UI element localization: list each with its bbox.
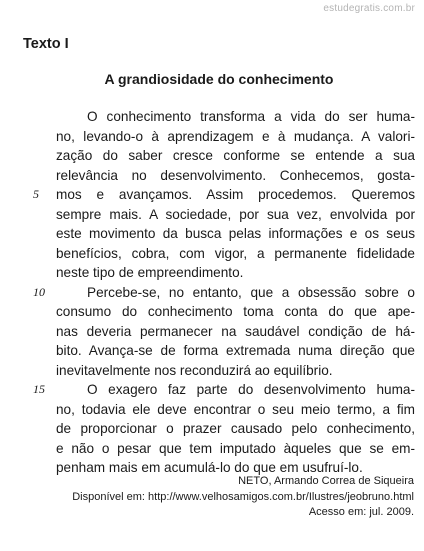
text-label: Texto I [23, 36, 69, 52]
text-line [0, 146, 424, 166]
text-body [0, 107, 424, 478]
text-line [0, 341, 424, 361]
text-line [0, 380, 424, 400]
line-text: no, levando-o à aprendizagem e à mudança. A valori- [56, 128, 415, 144]
source-url[interactable]: Disponível em: http://www.velhosamigos.com.br/Ilustres/jeobruno.html [72, 490, 414, 503]
text-line [0, 283, 424, 303]
line-text: relevância no desenvolvimento. Conhecemos, gosta- [56, 167, 415, 183]
text-line [0, 322, 424, 342]
source-reference [72, 474, 414, 521]
line-text: no, todavia ele deve encontrar o seu meio termo, a fim [56, 401, 415, 417]
line-text: penham mais em acumulá-lo do que em usufruí-lo. [56, 460, 363, 475]
line-text: neste tipo de empreendimento. [56, 265, 244, 280]
text-line [0, 361, 424, 381]
text-line [0, 185, 424, 205]
text-line [0, 166, 424, 186]
line-text: e não o pesar que tem imputado àqueles que se em- [56, 440, 415, 456]
text-line [0, 419, 424, 439]
text-line [0, 224, 424, 244]
line-text: mos e avançamos. Assim procedemos. Queremos [56, 187, 415, 202]
text-line [0, 263, 424, 283]
line-text: de proporcionar o prazer causado pelo conhecimento, [56, 421, 415, 436]
line-text: este movimento da busca pelas informações e os seus [56, 226, 415, 241]
text-line [0, 244, 424, 264]
source-author: NETO, Armando Correa de Siqueira [238, 475, 414, 487]
line-text: bito. Avança-se de forma extremada numa direção que [56, 343, 415, 358]
line-text: zação do saber cresce conforme se entende a sua [56, 148, 415, 163]
text-title: A grandiosidade do conhecimento [104, 71, 334, 87]
text-line [0, 302, 424, 322]
line-number: 10 [33, 284, 45, 299]
source-access-date: Acesso em: jul. 2009. [308, 506, 414, 518]
line-text: inevitavelmente nos reconduzirá ao equilíbrio. [56, 362, 333, 378]
line-number: 15 [33, 382, 45, 396]
line-text: sempre mais. A sociedade, por sua vez, envolvida por [56, 206, 415, 222]
text-line [0, 127, 424, 147]
text-line [0, 400, 424, 420]
line-text: O conhecimento transforma a vida do ser huma- [87, 109, 415, 124]
text-line [0, 439, 424, 459]
watermark: estudegratis.com.br [323, 3, 415, 14]
line-text: benefícios, cobra, com vigor, a permanente fidelidade [56, 245, 415, 261]
line-text: O exagero faz parte do desenvolvimento huma- [87, 382, 415, 397]
line-text: nas deveria permanecer na saudável condição de há- [56, 323, 415, 339]
line-text: consumo do conhecimento toma conta do que ape- [56, 304, 415, 319]
line-text: Percebe-se, no entanto, que a obsessão sobre o [87, 284, 415, 300]
line-number: 5 [33, 187, 39, 201]
text-line [0, 107, 424, 127]
text-line [0, 205, 424, 225]
